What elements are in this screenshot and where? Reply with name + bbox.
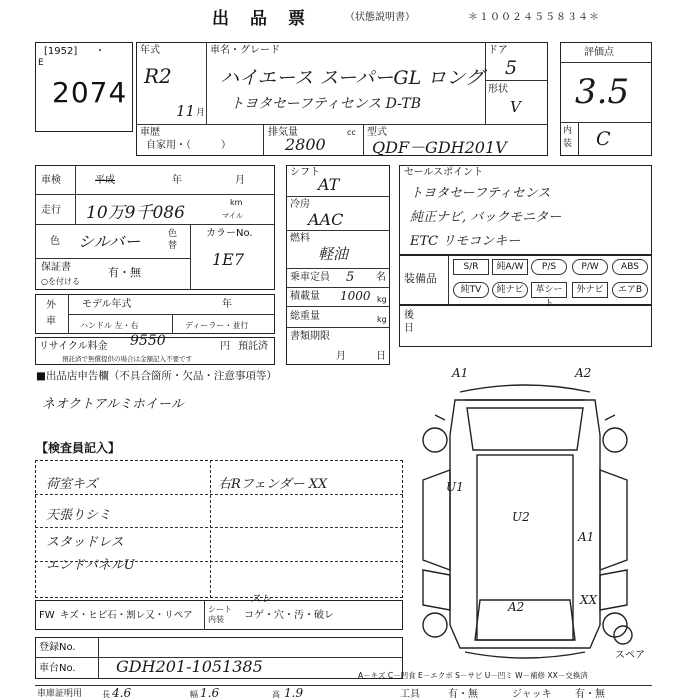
interior-label: 内装	[563, 126, 573, 149]
fuel-label: 燃料	[290, 233, 310, 244]
fw-label: FW	[39, 610, 55, 621]
length-value: 4.6	[112, 686, 132, 700]
warranty-options: 有・無	[108, 266, 141, 279]
recycle-note: 預託済で無償提供の場合は金額記入不要です	[62, 355, 192, 363]
damage-u2: U2	[512, 510, 530, 524]
height-value: 1.9	[284, 686, 304, 700]
doc-month-unit: 月	[336, 351, 346, 362]
inspector-note-1: 荷室キズ	[46, 477, 98, 492]
inspector-note-4: エンドパネルU	[46, 558, 135, 573]
width-label: 幅	[190, 690, 198, 699]
gross-unit: kg	[377, 315, 387, 324]
foreign-year-unit: 年	[222, 299, 232, 310]
shape-label: 形状	[488, 84, 508, 95]
sales-line2: 純正ナビ, バックモニター	[410, 210, 562, 225]
history-label: 車歴	[140, 127, 160, 138]
car-name: ハイエース スーパーGL ロング	[220, 67, 484, 89]
chassis-label: 車台No.	[39, 663, 76, 674]
page-title: 出 品 票	[212, 9, 307, 29]
lot-marker-left: E	[38, 58, 44, 68]
recycle-label: リサイクル料金	[39, 341, 108, 352]
width-value: 1.6	[200, 686, 220, 700]
after-box	[399, 305, 652, 347]
history-value: 自家用・（ ）	[146, 140, 231, 151]
inspection-month-unit: 月	[235, 175, 245, 186]
length-label: 長	[102, 690, 110, 699]
ac-label: 冷房	[290, 199, 310, 210]
chassis-value: GDH201-1051385	[116, 657, 263, 676]
sales-label: セールスポイント	[404, 167, 484, 178]
inspector-note-3: スタッドレス	[46, 535, 124, 550]
foreign-dealer: ディーラー・並行	[185, 321, 249, 330]
equipment-chip: エアB	[612, 282, 648, 298]
month-value: 11	[176, 102, 196, 120]
load-unit: kg	[377, 295, 387, 304]
door-value: 5	[505, 57, 518, 79]
color-value: シルバー	[78, 232, 141, 251]
damage-a2-rear: A2	[508, 600, 525, 614]
cert-label: 車庫証明用	[37, 689, 83, 699]
damage-a1-right: A1	[578, 530, 595, 544]
report-label: ■出品店申告欄（不具合箇所・欠品・注意事項等）	[36, 370, 277, 382]
mile-unit: マイル	[222, 212, 243, 220]
color-no-value: 1E7	[212, 250, 245, 269]
equipment-chip: 外ナビ	[572, 282, 608, 298]
seat-label: シート内装	[208, 605, 232, 624]
equipment-chip: S/R	[453, 259, 489, 275]
recycle-deposit: 預託済	[238, 341, 268, 352]
equipment-chip: 革シート	[531, 282, 567, 298]
grade-value: 3.5	[575, 72, 630, 112]
damage-front-left: A1	[452, 366, 469, 380]
sales-line1: トヨタセーフティセンス	[410, 186, 551, 201]
year-label: 年式	[140, 45, 160, 56]
cc-label: 排気量	[268, 127, 298, 138]
color-label: 色	[50, 236, 60, 247]
equipment-chip: P/W	[572, 259, 608, 275]
damage-front-right: A2	[575, 366, 592, 380]
inspection-era: 平成	[95, 175, 115, 186]
spare-label: スペア	[615, 650, 645, 661]
foreign-model-year: モデル年式	[82, 299, 132, 310]
page-subtitle: （状態説明書）	[345, 12, 415, 23]
load-value: 1000	[340, 289, 371, 303]
fw-options: キズ・ヒビ石・割レ又・リペア	[60, 610, 193, 621]
gross-label: 総重量	[290, 311, 320, 322]
ac-value: AAC	[308, 210, 344, 229]
lot-marker-top: ・	[95, 46, 105, 57]
recycle-unit: 円	[220, 341, 230, 352]
equipment-chip: P/S	[531, 259, 567, 275]
seats-value: 5	[346, 270, 355, 285]
shift-label: シフト	[290, 167, 320, 178]
mileage-label: 走行	[41, 205, 61, 216]
seat-options: コゲ・穴・汚・破レ	[244, 610, 334, 621]
km-unit: km	[230, 198, 243, 207]
barcode-number: ＊１００２４５５８３４＊	[468, 12, 600, 23]
inspector-label: 【検査員記入】	[36, 441, 121, 455]
color-no-label: カラーNo.	[206, 228, 253, 239]
foreign-handle: ハンドル 左・右	[80, 321, 139, 330]
interior-value: C	[596, 128, 611, 150]
tool-label: 工具	[400, 689, 420, 700]
inspector-note-right: 右Rフェンダー XX	[218, 477, 328, 492]
foreign-label: 外車	[46, 300, 56, 327]
warranty-label: 保証書	[41, 262, 71, 273]
reg-label: 登録No.	[39, 642, 76, 653]
cc-unit: cc	[347, 128, 356, 137]
car-grade: トヨタセーフティセンス D-TB	[230, 96, 421, 112]
load-label: 積載量	[290, 291, 320, 302]
name-label: 車名・グレード	[210, 45, 280, 56]
equipment-label: 装備品	[404, 272, 437, 285]
seats-label: 乗車定員	[290, 272, 330, 283]
equipment-chip: ABS	[612, 259, 648, 275]
report-value: ネオクトアルミホイール	[42, 397, 184, 412]
model-label: 型式	[367, 127, 387, 138]
fuel-value: 軽油	[318, 245, 349, 263]
after-label: 後日	[404, 310, 414, 334]
color-change-label: 色替	[168, 229, 178, 251]
damage-legend: A－キズ C－凹食 E－エクボ S－サビ U－凹ミ W－補修 XX－交換済	[358, 671, 588, 680]
year-value: R2	[144, 64, 172, 88]
jack-options: 有・無	[575, 689, 605, 700]
jack-label: ジャッキ	[512, 689, 552, 700]
model-value: QDF－GDH201V	[372, 138, 507, 157]
shape-value: V	[510, 98, 521, 116]
seat-note: スレ	[250, 592, 272, 605]
damage-u1: U1	[446, 480, 464, 494]
month-unit: 月	[196, 108, 206, 118]
lot-bracket-code: [1952]	[44, 46, 78, 57]
inspector-note-2: 天張りシミ	[46, 508, 112, 523]
inspection-label: 車検	[41, 175, 61, 186]
recycle-value: 9550	[130, 333, 166, 349]
height-label: 高	[272, 690, 280, 699]
shift-value: AT	[318, 175, 340, 194]
doc-label: 書類期限	[290, 331, 330, 342]
sales-line3: ETC リモコンキー	[410, 234, 521, 249]
door-label: ドア	[488, 45, 508, 56]
damage-xx: XX	[580, 593, 598, 607]
mileage-value: 10万9千086	[86, 203, 185, 223]
warranty-sub: ○を付ける	[41, 277, 80, 286]
lot-number: 2074	[52, 76, 128, 109]
grade-label: 評価点	[584, 47, 614, 58]
seats-unit: 名	[376, 272, 386, 283]
equipment-chip: 純TV	[453, 282, 489, 298]
cc-value: 2800	[285, 135, 326, 154]
doc-day-unit: 日	[376, 351, 386, 362]
inspection-year-unit: 年	[172, 175, 182, 186]
equipment-chip: 純ナビ	[492, 282, 528, 298]
tool-options: 有・無	[448, 689, 478, 700]
equipment-chip: 純A/W	[492, 259, 528, 275]
